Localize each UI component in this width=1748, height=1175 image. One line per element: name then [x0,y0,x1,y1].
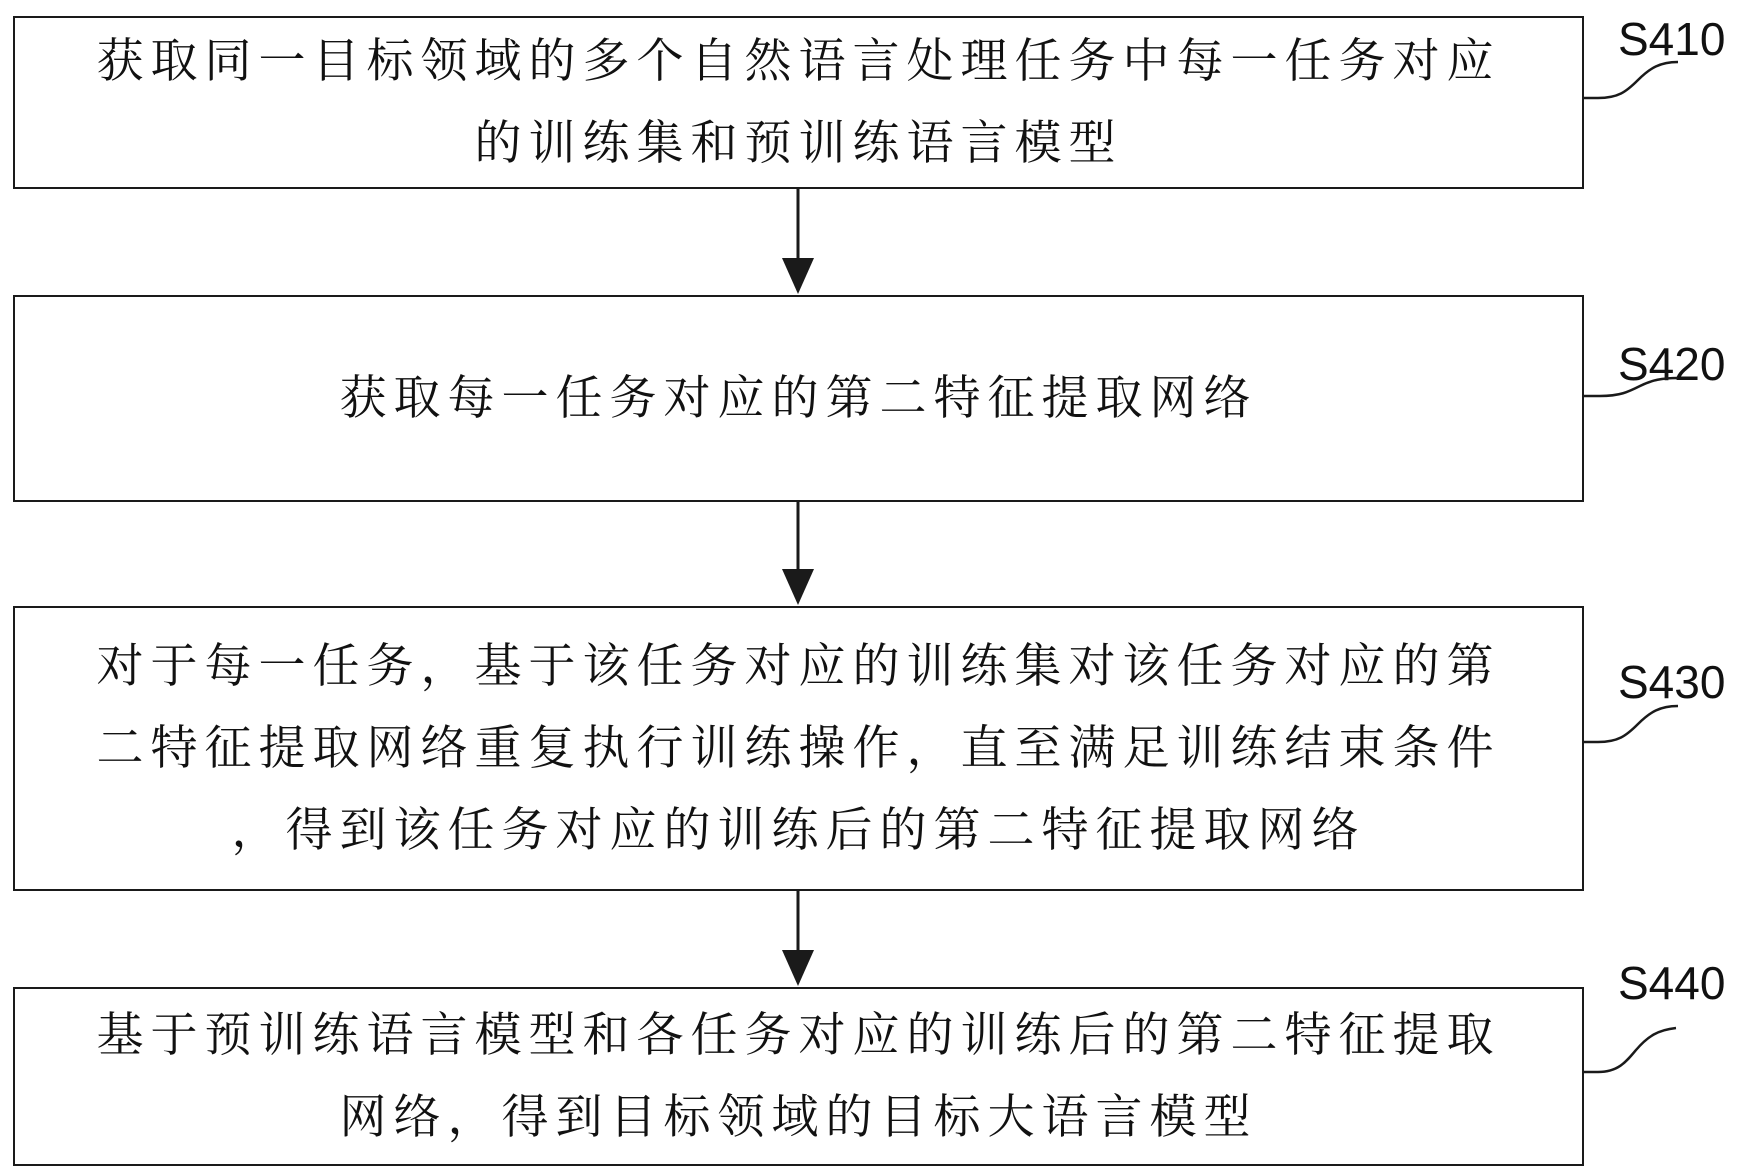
flow-arrow-3 [782,891,814,986]
flow-arrow-2 [782,502,814,605]
step-s430-line-1: 对于每一任务，基于该任务对应的训练集对该任务对应的第 [96,638,1501,694]
step-s410-line-1: 获取同一目标领域的多个自然语言处理任务中每一任务对应 [96,33,1501,89]
step-s420-line-1: 获取每一任务对应的第二特征提取网络 [339,370,1258,426]
step-label-s420: S420 [1618,338,1726,390]
leader-line-s420 [1584,378,1678,396]
step-label-s440: S440 [1618,957,1726,1009]
arrow-down-icon [782,569,814,605]
flow-arrow-1 [782,189,814,294]
arrow-down-icon [782,258,814,294]
step-s440-line-1: 基于预训练语言模型和各任务对应的训练后的第二特征提取 [96,1007,1501,1063]
leader-line-s430 [1584,706,1678,742]
step-label-s430: S430 [1618,656,1726,708]
step-s410-line-2: 的训练集和预训练语言模型 [474,115,1123,171]
arrow-down-icon [782,950,814,986]
leader-line-s410 [1584,62,1678,98]
step-s440-line-2: 网络，得到目标领域的目标大语言模型 [339,1089,1258,1145]
leader-line-s440 [1584,1028,1676,1072]
step-label-s410: S410 [1618,13,1726,65]
step-s430-line-3: ，得到该任务对应的训练后的第二特征提取网络 [231,802,1366,858]
step-s430-line-2: 二特征提取网络重复执行训练操作，直至满足训练结束条件 [96,720,1501,776]
